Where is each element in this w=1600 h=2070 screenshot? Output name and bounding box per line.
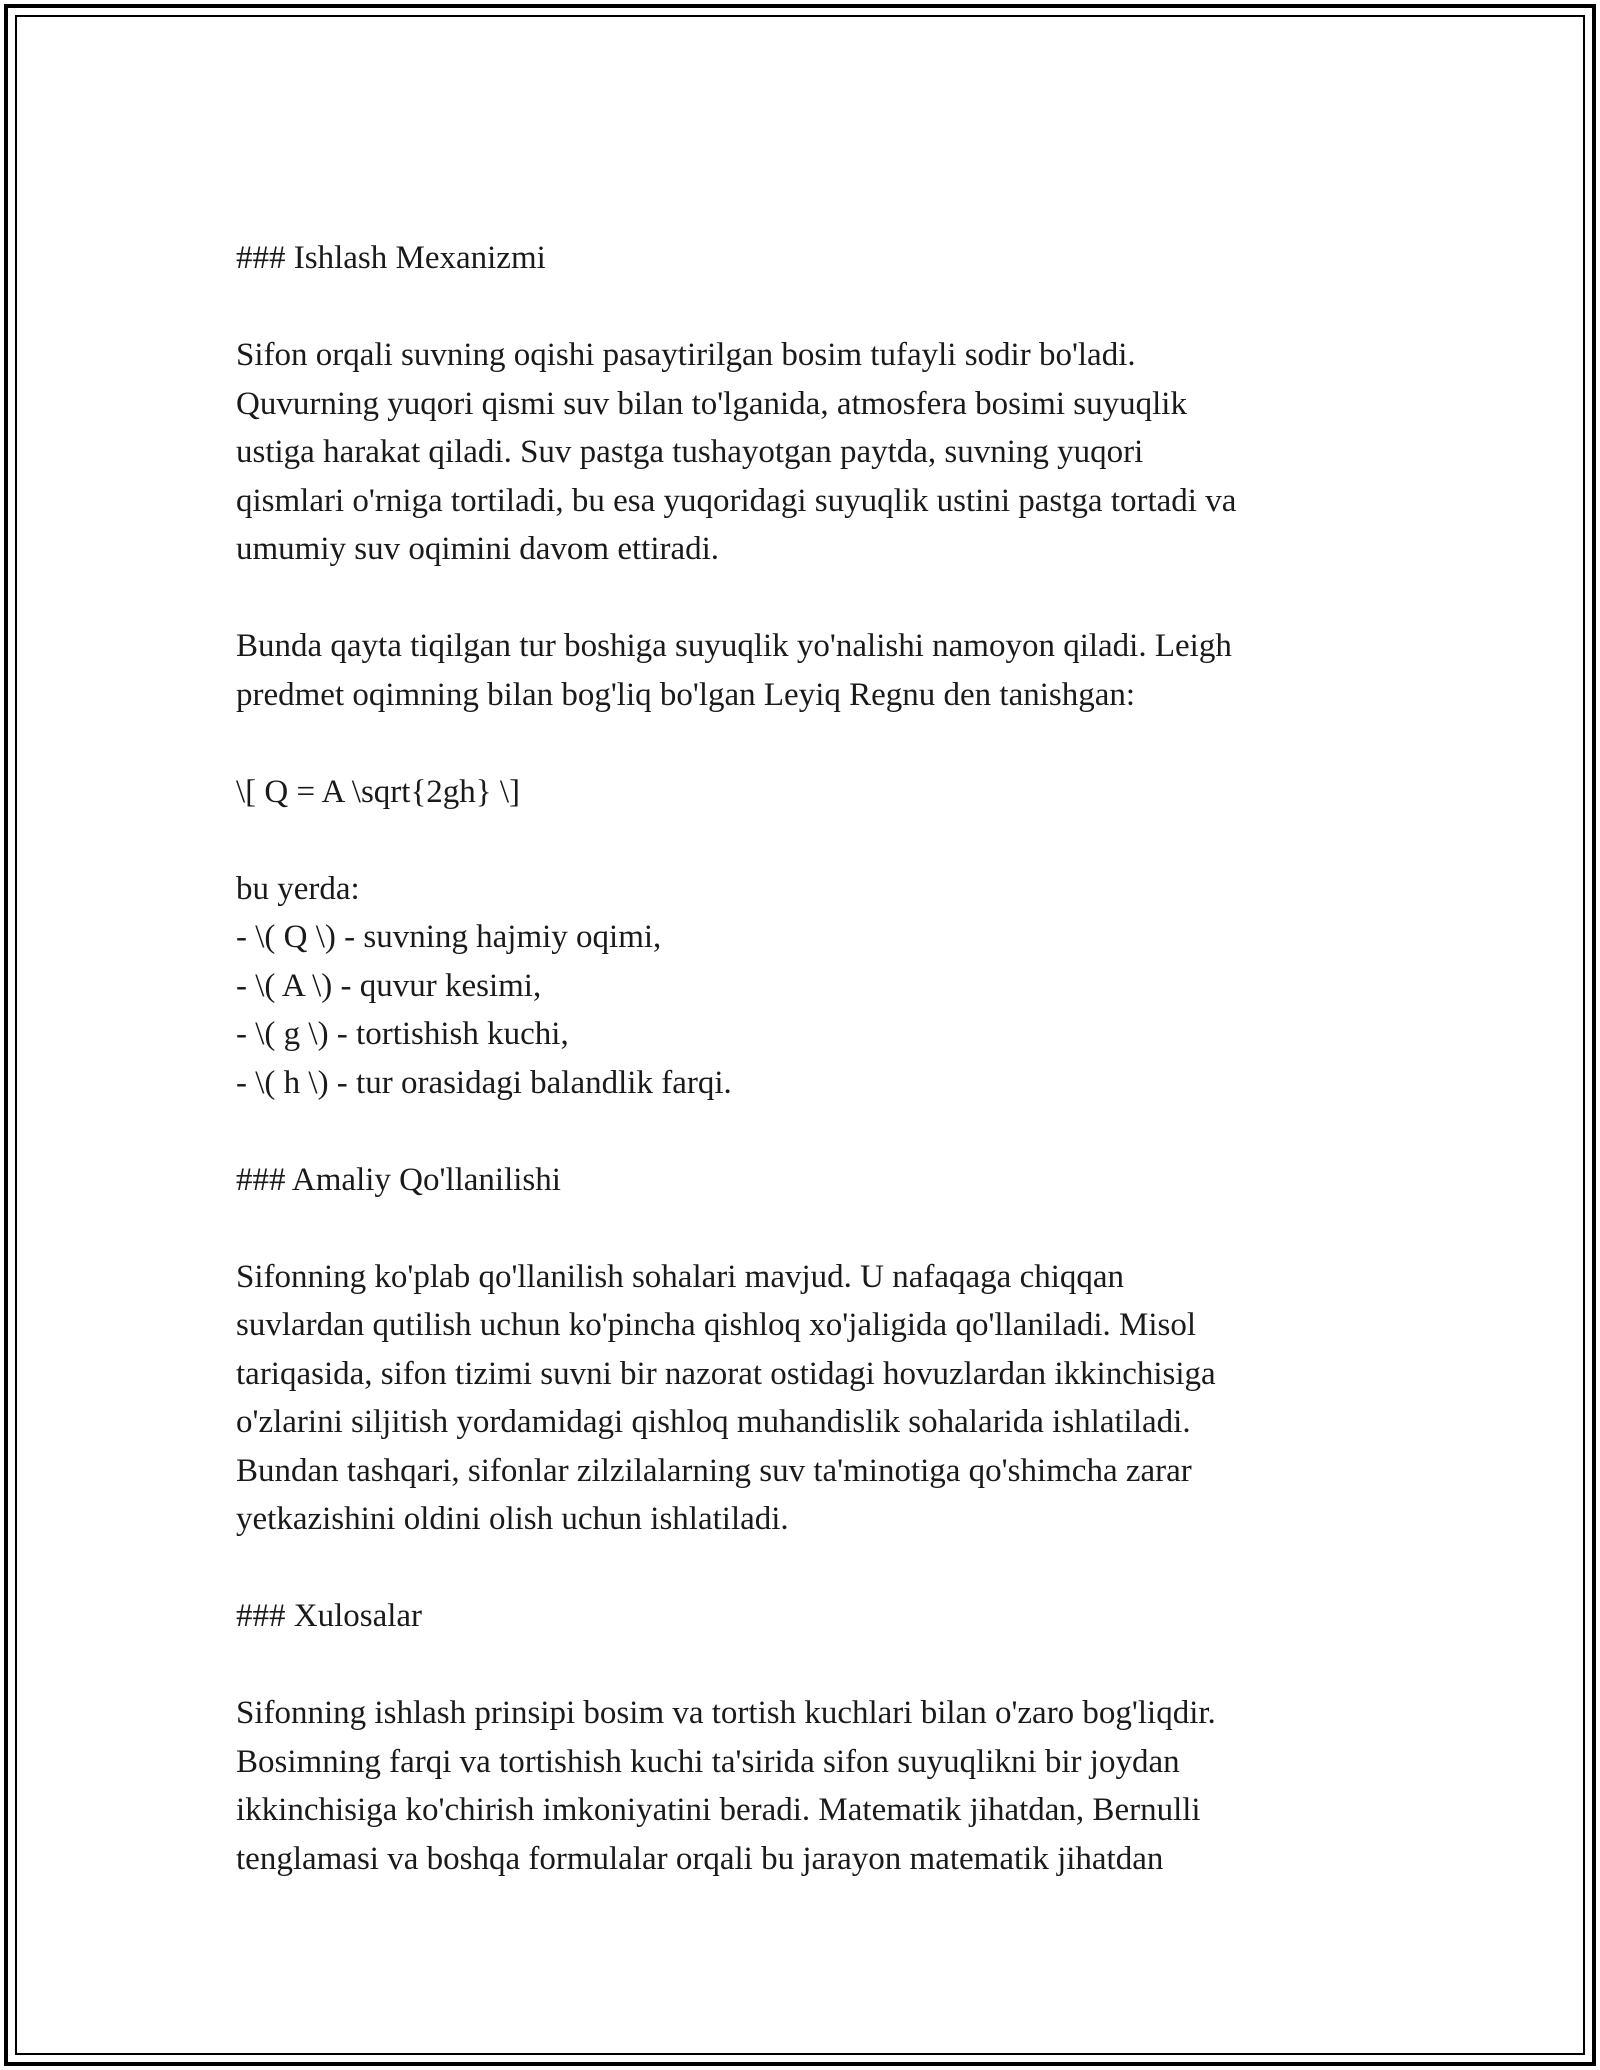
paragraph-line: Sifonning ishlash prinsipi bosim va tortish kuchlari bilan o'zaro bog'liqdir. [236, 1695, 1216, 1731]
paragraph-line: Bundan tashqari, sifonlar zilzilalarning suv ta'minotiga qo'shimcha zarar [236, 1452, 1192, 1489]
paragraph-line: tariqasida, sifon tizimi suvni bir nazorat ostidagi hovuzlardan ikkinchisiga [236, 1355, 1216, 1392]
paragraph-line: umumiy suv oqimini davom ettiradi. [236, 531, 720, 567]
paragraph-line: Sifon orqali suvning oqishi pasaytirilgan bosim tufayli sodir bo'ladi. [236, 337, 1136, 373]
paragraph-line: tenglamasi va boshqa formulalar orqali bu jarayon matematik jihatdan [236, 1840, 1164, 1877]
paragraph-mechanism [236, 331, 1376, 574]
paragraph-line: Bunda qayta tiqilgan tur boshiga suyuqlik yo'nalishi namoyon qiladi. Leigh [236, 628, 1232, 664]
paragraph-conclusions [236, 1689, 1376, 1883]
blank-line [236, 1204, 1376, 1253]
paragraph-line: yetkazishini oldini olish uchun ishlatiladi. [236, 1501, 789, 1537]
definition-list [236, 913, 1376, 1107]
section-heading-mechanism: ### Ishlash Mexanizmi [236, 240, 546, 276]
section-heading-conclusions: ### Xulosalar [236, 1598, 423, 1634]
section-heading-applications: ### Amaliy Qo'llanilishi [236, 1161, 561, 1198]
paragraph-line: ikkinchisiga ko'chirish imkoniyatini beradi. Matematik jihatdan, Bernulli [236, 1792, 1201, 1828]
paragraph-line: Bosimning farqi va tortishish kuchi ta'sirida sifon suyuqlikni bir joydan [236, 1743, 1180, 1780]
list-item: - \( h \) - tur orasidagi balandlik farqi. [236, 1064, 732, 1101]
paragraph-applications [236, 1253, 1376, 1544]
blank-line [236, 816, 1376, 865]
formula: \[ Q = A \sqrt{2gh} \] [236, 773, 521, 810]
paragraph-line: qismlari o'rniga tortiladi, bu esa yuqoridagi suyuqlik ustini pastga tortadi va [236, 482, 1237, 519]
blank-line [236, 283, 1376, 332]
document-body [236, 234, 1376, 1883]
blank-line [236, 1641, 1376, 1690]
list-item: - \( Q \) - suvning hajmiy oqimi, [236, 919, 662, 955]
blank-line [236, 1544, 1376, 1593]
paragraph-line: predmet oqimning bilan bog'liq bo'lgan Leyiq Regnu den tanishgan: [236, 676, 1136, 713]
blank-line [236, 574, 1376, 623]
paragraph-line: Sifonning ko'plab qo'llanilish sohalari mavjud. U nafaqaga chiqqan [236, 1258, 1125, 1295]
paragraph-direction [236, 622, 1376, 719]
paragraph-line: Quvurning yuqori qismi suv bilan to'lganida, atmosfera bosimi suyuqlik [236, 385, 1187, 422]
paragraph-line: ustiga harakat qiladi. Suv pastga tushayotgan paytda, suvning yuqori [236, 434, 1144, 470]
list-item: - \( g \) - tortishish kuchi, [236, 1016, 569, 1052]
paragraph-line: o'zlarini siljitish yordamidagi qishloq muhandislik sohalarida ishlatiladi. [236, 1404, 1191, 1440]
list-item: - \( A \) - quvur kesimi, [236, 967, 542, 1004]
blank-line [236, 719, 1376, 768]
paragraph-line: suvlardan qutilish uchun ko'pincha qishloq xo'jaligida qo'llaniladi. Misol [236, 1307, 1197, 1343]
blank-line [236, 1107, 1376, 1156]
where-label: bu yerda: [236, 870, 360, 907]
